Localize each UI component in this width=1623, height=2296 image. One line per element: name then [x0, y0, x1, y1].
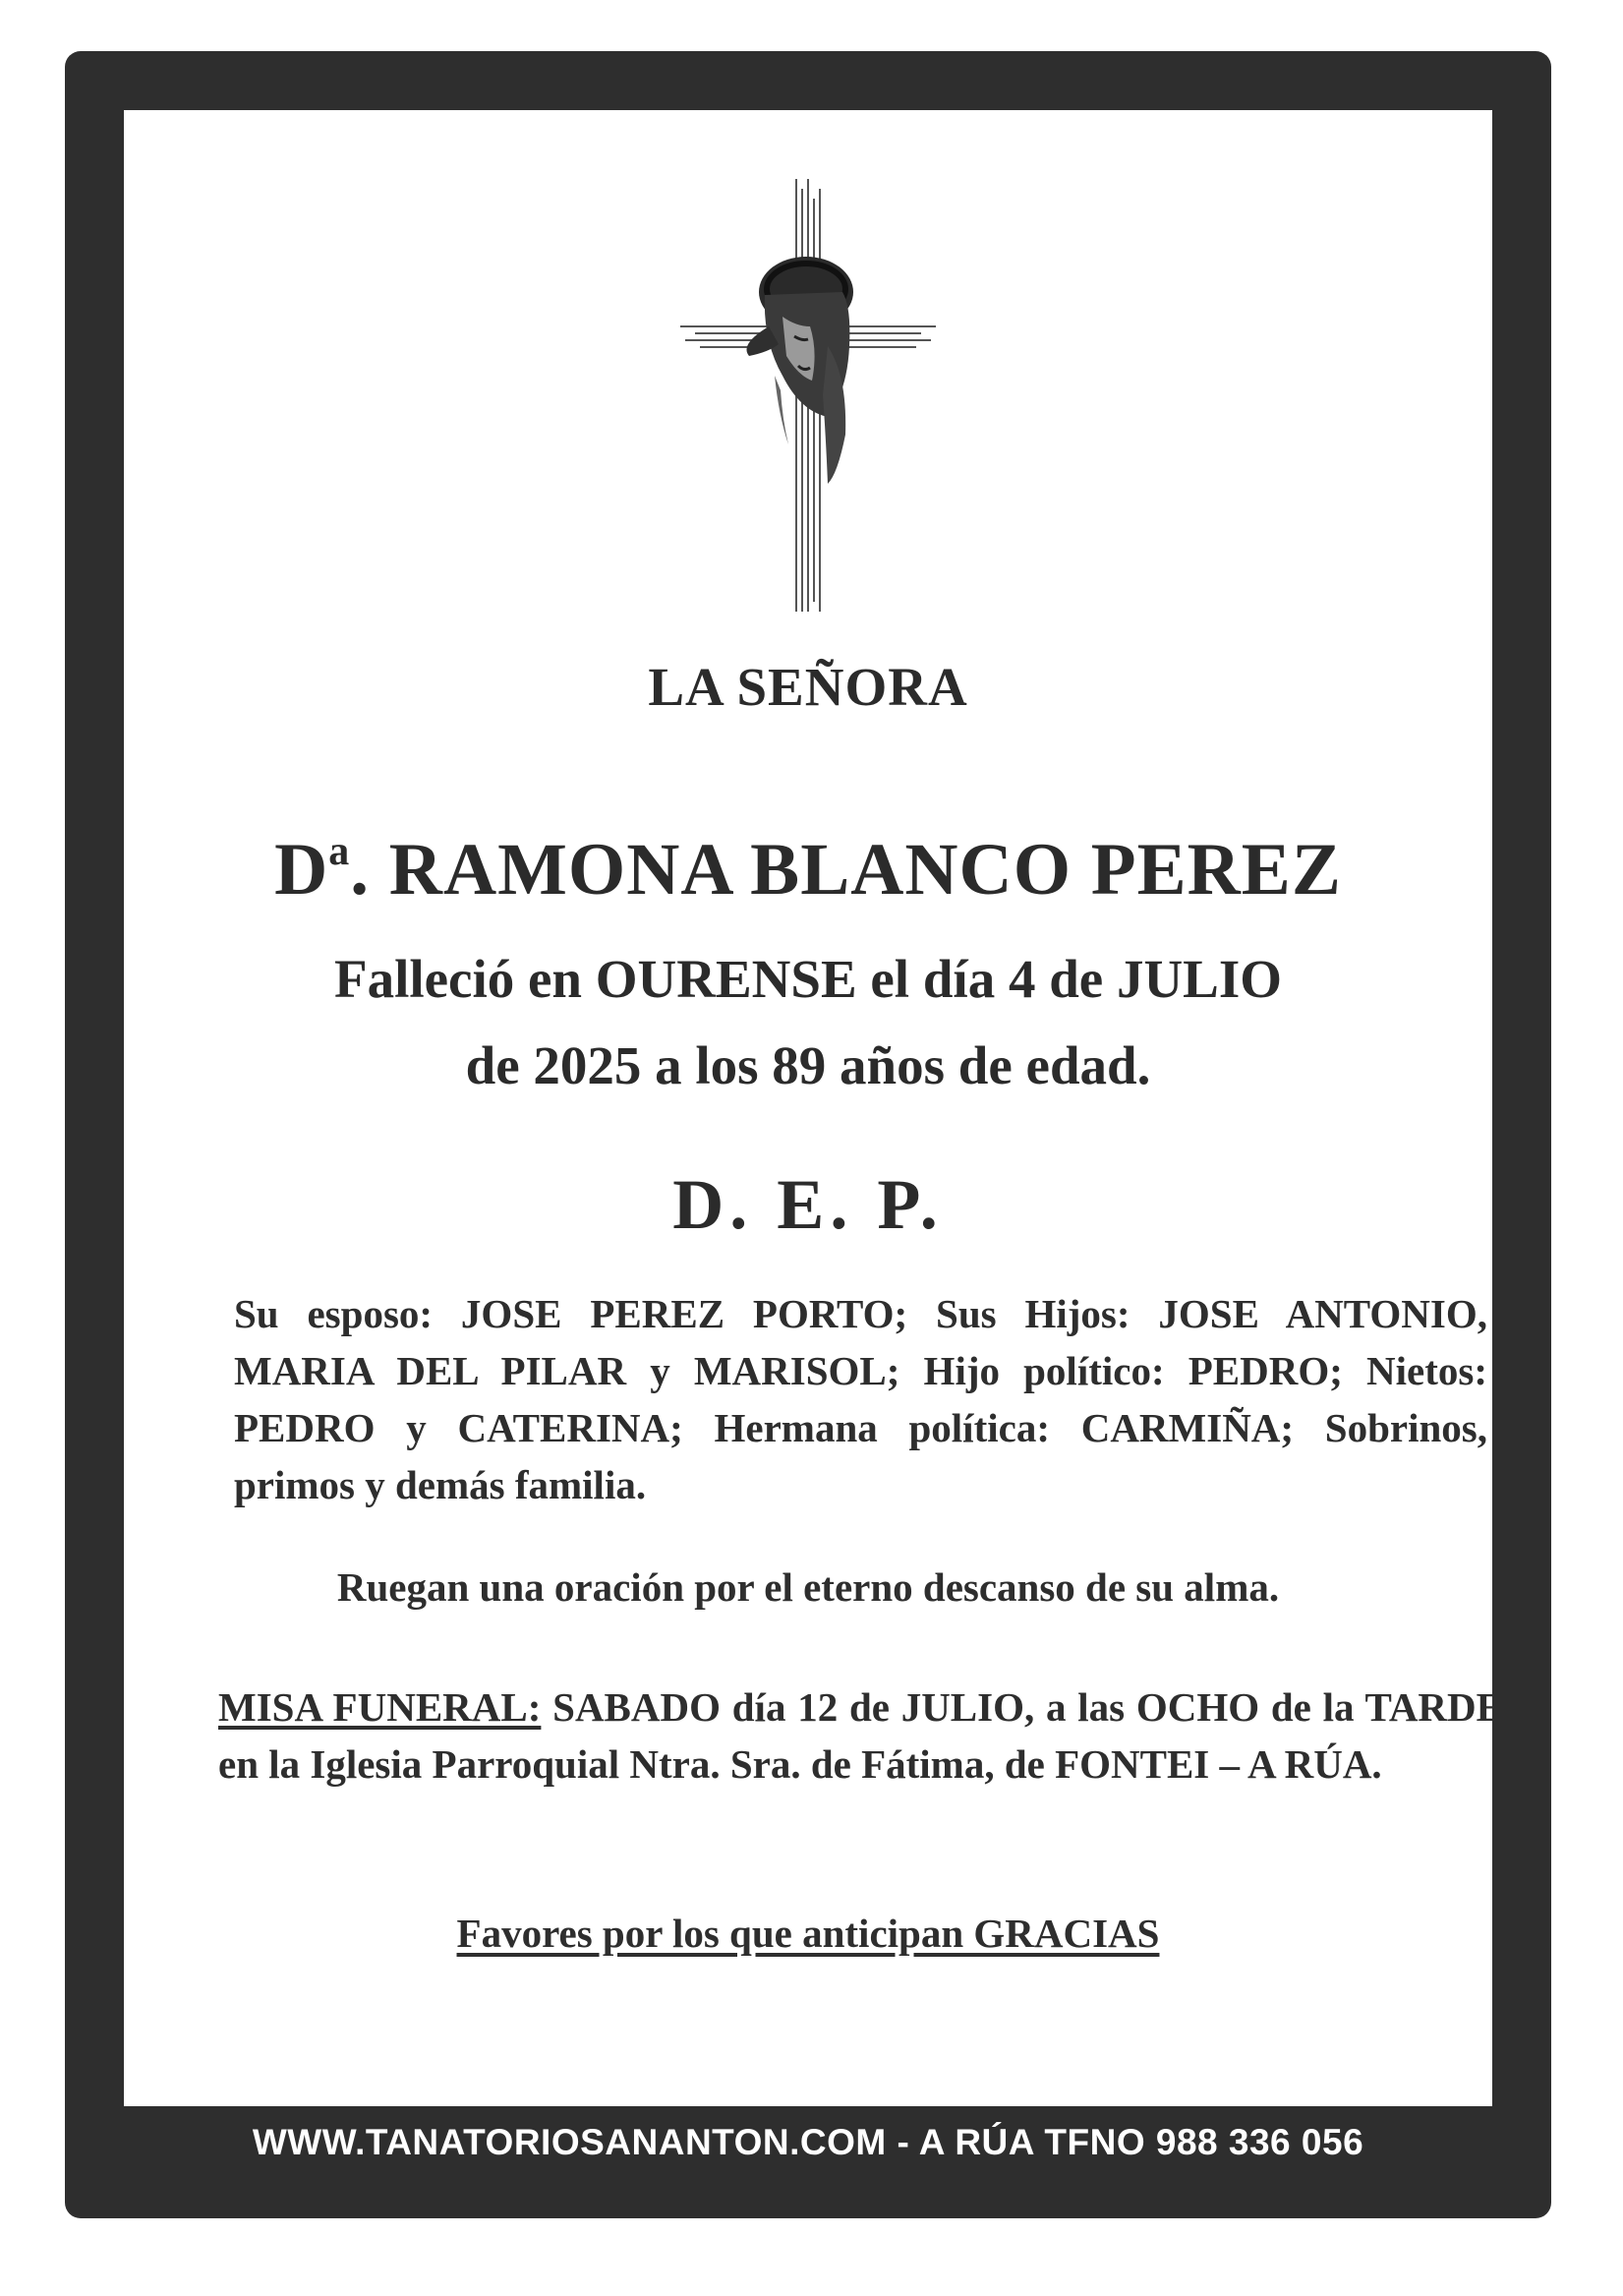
- death-details-line-2: de 2025 a los 89 años de edad.: [465, 1035, 1151, 1095]
- funeral-mass-label: MISA FUNERAL:: [218, 1684, 542, 1730]
- footer-contact: WWW.TANATORIOSANANTON.COM - A RÚA TFNO 988 336 056: [252, 2122, 1364, 2162]
- death-details-line-1: Falleció en OURENSE el día 4 de JULIO: [333, 949, 1283, 1009]
- obituary-paper: [124, 110, 1503, 2106]
- family-list: Su esposo: JOSE PEREZ PORTO; Sus Hijos: JOSE ANTONIO, MARIA DEL PILAR y MARISOL; Hijo político: PEDRO; Nietos: PEDRO y CATERINA; Hermana política: CARMIÑA; Sobrinos, primos y demás familia.: [234, 1291, 1487, 1507]
- full-name: . RAMONA BLANCO PEREZ: [350, 829, 1342, 911]
- dep-text: D. E. P.: [672, 1165, 944, 1244]
- prayer-request: Ruegan una oración por el eterno descanso de su alma.: [336, 1564, 1280, 1610]
- funeral-mass-details: SABADO día 12 de JULIO, a las OCHO de la TARDE en la Iglesia Parroquial Ntra. Sra. de Fátima, de FONTEI – A RÚA.: [218, 1684, 1503, 1787]
- deceased-name: [124, 828, 1492, 913]
- mourning-frame: [65, 51, 1551, 2218]
- honorific-superscript: a: [328, 829, 351, 874]
- crucifix-image: [124, 179, 1492, 612]
- death-details: [124, 936, 1492, 1109]
- honorific: D: [274, 829, 329, 911]
- title-la-senora: LA SEÑORA: [648, 657, 968, 717]
- crucifix-icon: [680, 179, 936, 612]
- thanks-note: Favores por los que anticipan GRACIAS: [456, 1911, 1160, 1956]
- funeral-mass-info: [218, 1678, 1503, 1793]
